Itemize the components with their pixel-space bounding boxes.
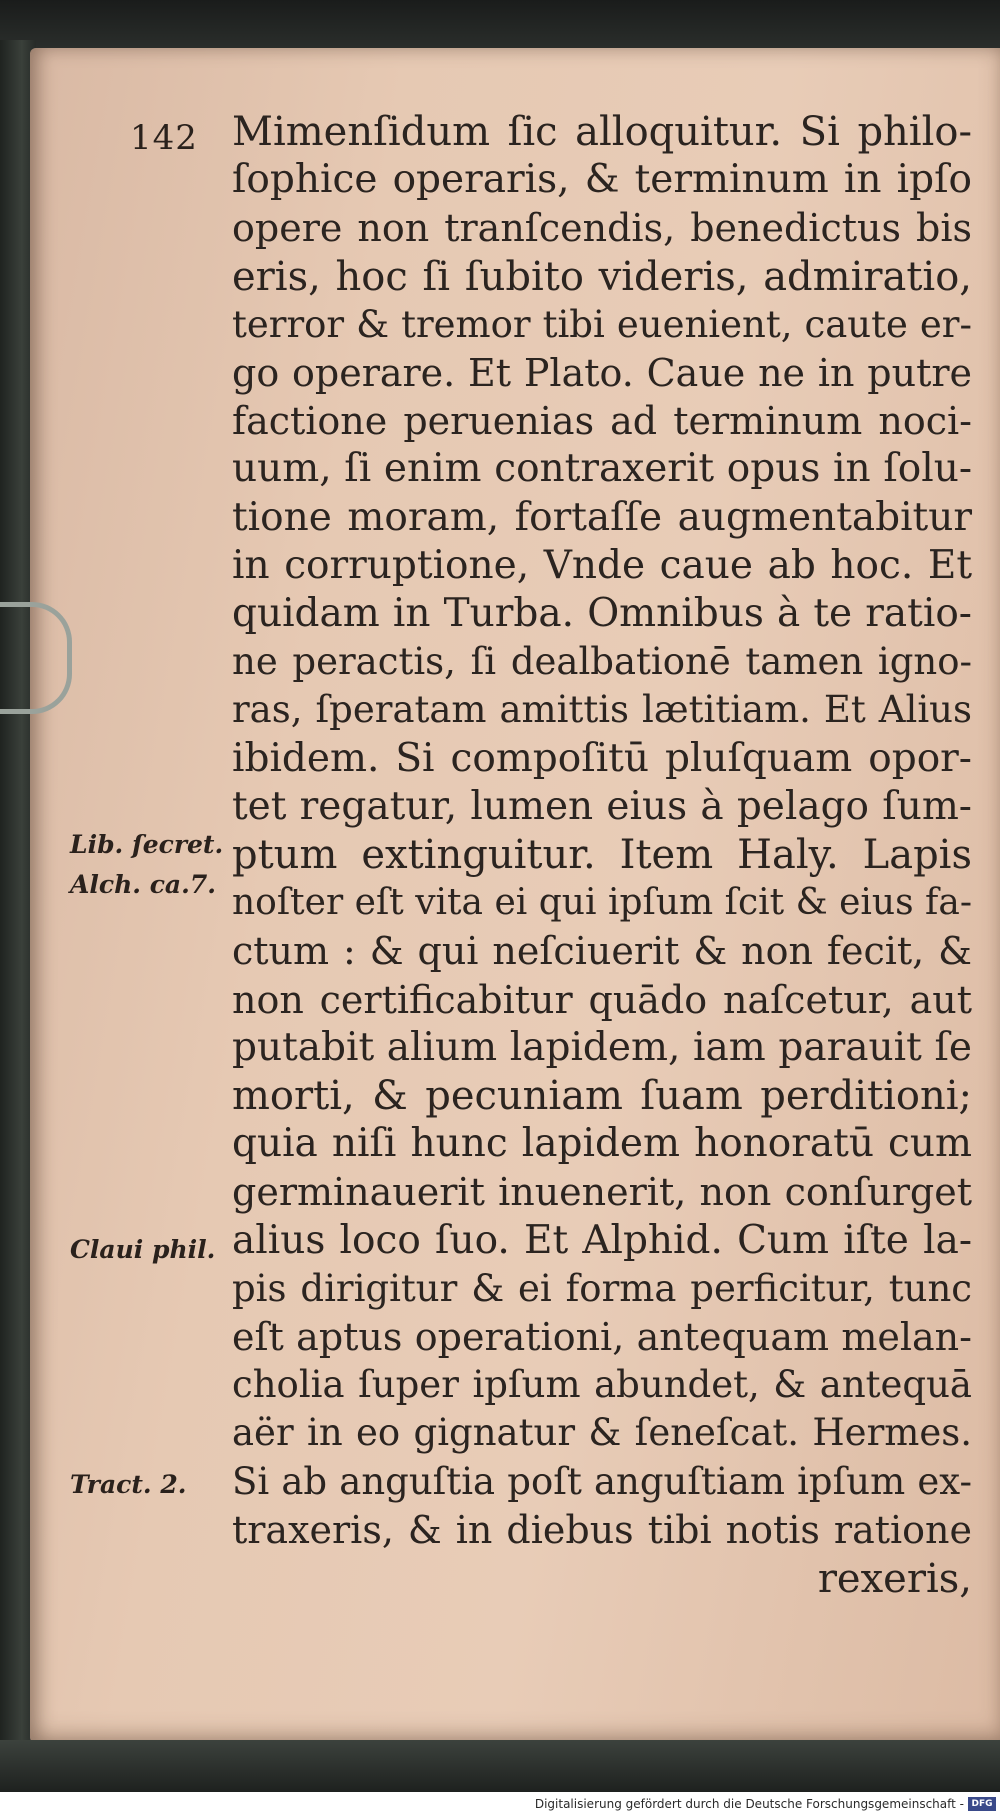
margin-note: Alch. ca.7.: [70, 870, 216, 899]
text-line: go operare. Et Plato. Caue ne in putre: [232, 351, 972, 395]
page-number: 142: [130, 118, 198, 158]
text-line: pis dirigitur & ei forma perficitur, tunc: [232, 1266, 972, 1310]
text-line: uum, ſi enim contraxerit opus in ſolu-: [232, 446, 972, 492]
text-line: quidam in Turba. Omnibus à te ratio-: [232, 591, 972, 636]
text-line: terror & tremor tibi euenient, caute er-: [232, 302, 972, 346]
text-line: noſter eſt vita ei qui ipſum ſcit & eius fa-: [232, 882, 972, 924]
text-line: in corruptione, Vnde caue ab hoc. Et: [232, 542, 972, 588]
margin-note: Lib. ſecret.: [70, 830, 224, 859]
text-line: ſophice operaris, & terminum in ipſo: [232, 157, 972, 203]
text-line: germinauerit inuenerit, non conſurget: [232, 1170, 972, 1215]
text-line: putabit alium lapidem, iam parauit ſe: [232, 1024, 972, 1070]
text-line: eſt aptus operationi, antequam melan-: [232, 1315, 972, 1359]
text-line: opere non tranſcendis, benedictus bis: [232, 206, 972, 251]
text-line: morti, & pecuniam ſuam perditioni;: [232, 1073, 972, 1119]
text-line: tet regatur, lumen eius à pelago ſum-: [232, 783, 972, 829]
text-line: alius loco ſuo. Et Alphid. Cum iſte la-: [232, 1217, 972, 1263]
clasp-icon: [0, 602, 72, 714]
text-line: traxeris, & in diebus tibi notis ratione: [232, 1507, 972, 1552]
text-line: cholia ſuper ipſum abundet, & antequā: [232, 1363, 972, 1407]
catchword: rexeris,: [817, 1556, 972, 1602]
text-line: non certificabitur quādo naſcetur, aut: [232, 977, 972, 1022]
text-line: ibidem. Si compoſitū pluſquam opor-: [232, 735, 972, 781]
margin-note: Tract. 2.: [70, 1470, 187, 1499]
text-line: ptum extinguitur. Item Haly. Lapis: [232, 832, 972, 878]
footer-credit: Digitalisierung gefördert durch die Deutsche Forschungsgemeinschaft -: [534, 1797, 964, 1811]
text-line: factione peruenias ad terminum noci-: [232, 399, 972, 444]
text-line: Mimenſidum ſic alloquitur. Si philo-: [232, 109, 972, 155]
dfg-logo: DFG: [968, 1797, 996, 1811]
text-line: ne peractis, ſi dealbationē tamen igno-: [232, 640, 972, 684]
text-line: tione moram, fortaſſe augmentabitur: [232, 494, 972, 540]
text-line: eris, hoc ſi ſubito videris, admiratio,: [232, 253, 972, 300]
text-line: ras, ſperatam amittis lætitiam. Et Alius: [232, 688, 972, 732]
text-line: aër in eo gignatur & ſeneſcat. Hermes.: [232, 1411, 972, 1455]
text-line: Si ab anguſtia poſt anguſtiam ipſum ex-: [232, 1459, 972, 1503]
text-line: ctum : & qui neſciuerit & non fecit, &: [232, 929, 972, 974]
book-cover-bottom: [0, 1740, 1000, 1792]
text-line: quia niſi hunc lapidem honoratū cum: [232, 1121, 972, 1167]
margin-note: Claui phil.: [70, 1235, 216, 1264]
